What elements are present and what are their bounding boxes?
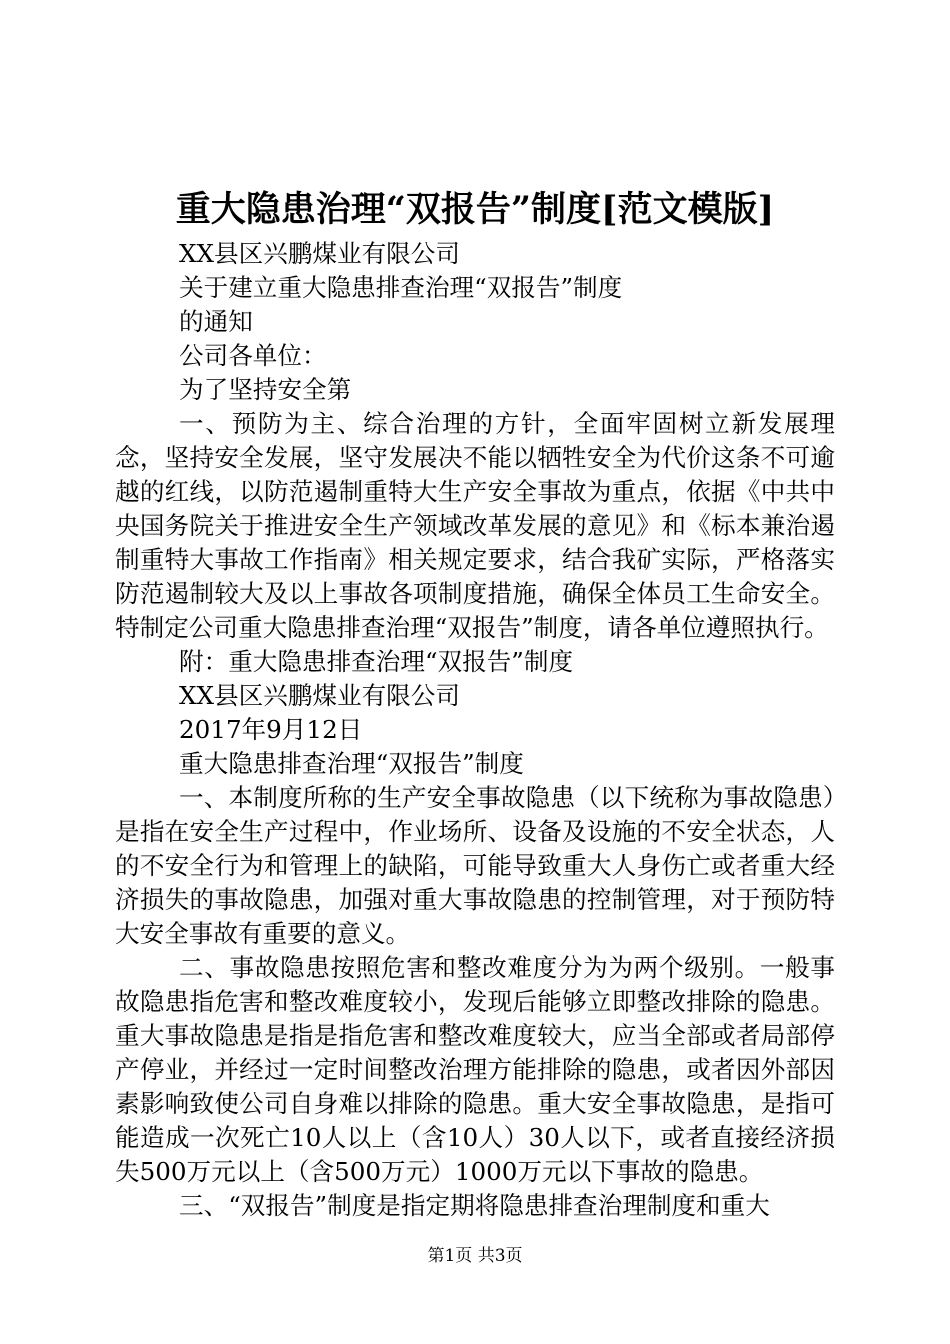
attachment-line: 附：重大隐患排查治理“双报告”制度 <box>179 647 574 676</box>
document-body <box>115 237 835 1223</box>
section-title-line: 重大隐患排查治理“双报告”制度 <box>179 749 524 778</box>
document-title: 重大隐患治理“双报告”制度[范文模版] <box>175 189 775 230</box>
article-2: 二、事故隐患按照危害和整改难度分为为两个级别。一般事故隐患指危害和整改难度较小，发现后能够立即整改排除的隐患。重大事故隐患是指是指危害和整改难度较大，应当全部或者局部停产停业，并经过一定时间整改治理方能排除的隐患，或者因外部因素影响致使公司自身难以排除的隐患。重大安全事故隐患，是指可能造成一次死亡10人以上（含10人）30人以下，或者直接经济损失500万元以上（含500万元）1000万元以下事故的隐患。 <box>115 953 835 1186</box>
intro-line: 为了坚持安全第 <box>179 375 352 404</box>
signature-company-line: XX县区兴鹏煤业有限公司 <box>179 681 460 710</box>
company-name-line: XX县区兴鹏煤业有限公司 <box>179 239 460 268</box>
salutation-line: 公司各单位： <box>179 341 327 370</box>
paragraph-1: 一、预防为主、综合治理的方针，全面牢固树立新发展理念，坚持安全发展，坚守发展决不能以牺牲安全为代价这条不可逾越的红线，以防范遏制重特大生产安全事故为重点，依据《中共中央国务院关于推进安全生产领域改革发展的意见》和《标本兼治遏制重特大事故工作指南》相关规定要求，结合我矿实际，严格落实防范遏制较大及以上事故各项制度措施，确保全体员工生命安全。特制定公司重大隐患排查治理“双报告”制度，请各单位遵照执行。 <box>115 409 835 642</box>
article-1: 一、本制度所称的生产安全事故隐患（以下统称为事故隐患）是指在安全生产过程中，作业场所、设备及设施的不安全状态，人的不安全行为和管理上的缺陷，可能导致重大人身伤亡或者重大经济损失的事故隐患，加强对重大事故隐患的控制管理，对于预防特大安全事故有重要的意义。 <box>115 783 835 948</box>
article-3: 三、“双报告”制度是指定期将隐患排查治理制度和重大 <box>179 1191 770 1220</box>
notice-title-line-2: 的通知 <box>179 307 253 336</box>
notice-title-line-1: 关于建立重大隐患排查治理“双报告”制度 <box>179 273 623 302</box>
date-line: 2017年9月12日 <box>179 715 363 744</box>
page-footer: 第1页 共3页 <box>427 1246 523 1266</box>
